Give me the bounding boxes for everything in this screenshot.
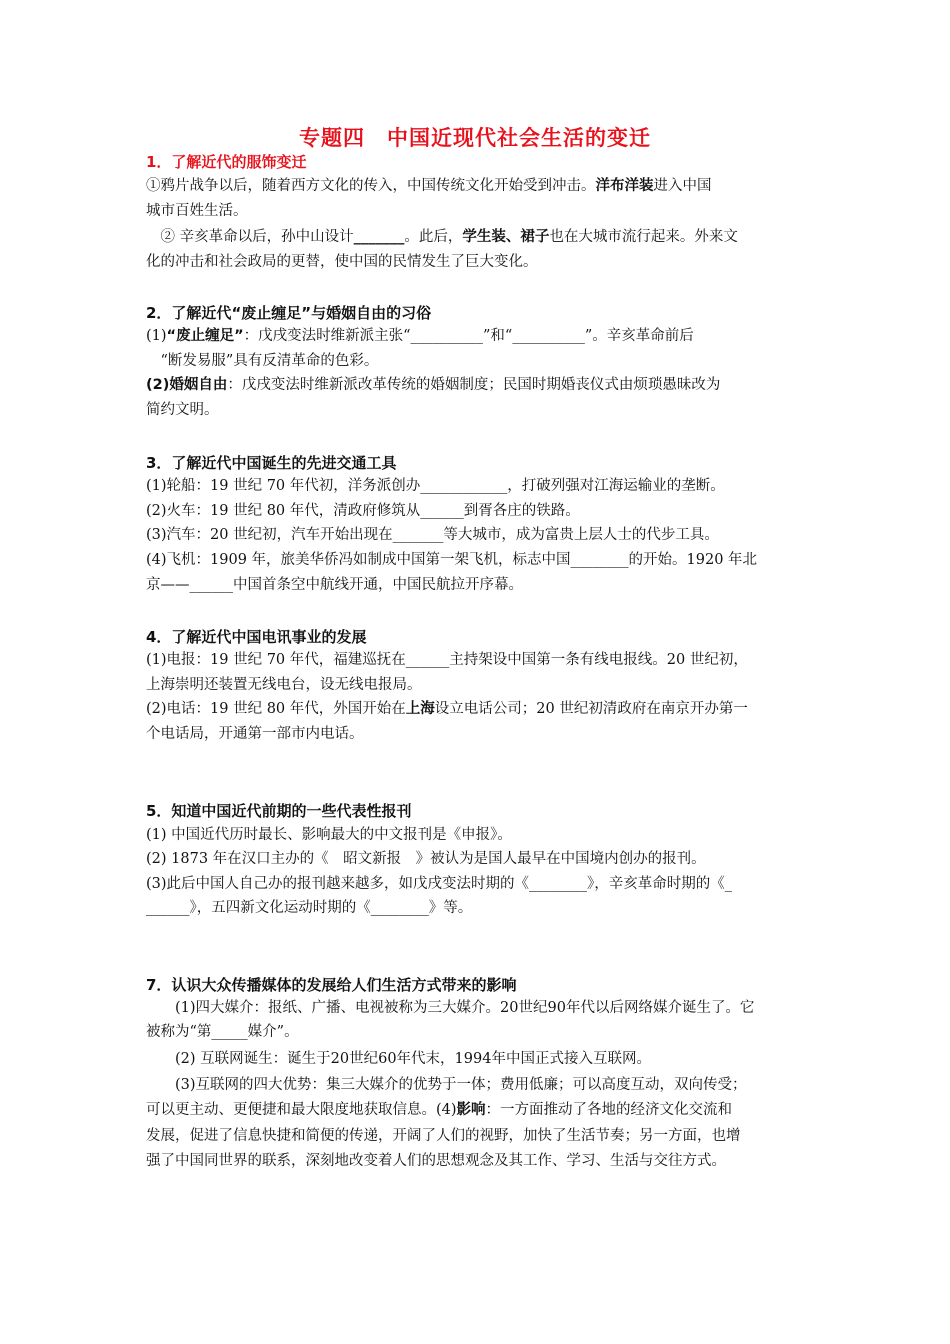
section-3-line-2: (2)火车：19 世纪 80 年代，清政府修筑从______到胥各庄的铁路。 bbox=[146, 503, 580, 519]
section-7-line-2: 被称为“第_____媒介”。 bbox=[146, 1024, 299, 1040]
text: ：戊戌变法时维新派改革传统的婚姻制度；民国时期婚丧仪式由烦琐愚昧改为 bbox=[227, 377, 721, 393]
text: ：一方面推动了各地的经济文化交流和 bbox=[485, 1102, 733, 1118]
section-7-line-3: (2) 互联网诞生：诞生于20世纪60年代末，1994年中国正式接入互联网。 bbox=[146, 1051, 651, 1067]
section-4-line-4: 个电话局，开通第一部市内电话。 bbox=[146, 726, 364, 742]
text: (1) bbox=[146, 328, 167, 344]
bold-term: 洋布洋装 bbox=[595, 178, 654, 194]
section-2-heading: 2．了解近代“废止缠足”与婚姻自由的习俗 bbox=[146, 304, 432, 322]
bold-term: 影响 bbox=[456, 1102, 486, 1118]
section-1-line-3 bbox=[146, 225, 811, 249]
fill-blank: _______ bbox=[353, 229, 405, 245]
section-7-line-6: 发展，促进了信息快捷和简便的传递，开阔了人们的视野，加快了生活节奏；另一方面，也增 bbox=[146, 1128, 741, 1144]
section-5-line-1: (1) 中国近代历时最长、影响最大的中文报刊是《申报》。 bbox=[146, 827, 512, 843]
text: ② 辛亥革命以后，孙中山设计 bbox=[146, 229, 354, 245]
bold-term: 学生装、裙子 bbox=[462, 229, 550, 245]
text: 设立电话公司；20 世纪初清政府在南京开办第一 bbox=[434, 701, 748, 717]
section-7-line-4: (3)互联网的四大优势：集三大媒介的优势于一体；费用低廉；可以高度互动，双向传受； bbox=[146, 1077, 747, 1093]
section-3-line-4: (4)飞机：1909 年，旅美华侨冯如制成中国第一架飞机，标志中国________的开始。1920 年北 bbox=[146, 552, 758, 568]
text: 进入中国 bbox=[653, 178, 712, 194]
section-2-line-1 bbox=[146, 324, 811, 348]
section-7-line-7: 强了中国同世界的联系，深刻地改变着人们的思想观念及其工作、学习、生活与交往方式。 bbox=[146, 1153, 726, 1169]
section-2-line-2: “断发易服”具有反清革命的色彩。 bbox=[146, 353, 379, 369]
text: ：戊戌变法时维新派主张“__________”和“__________”。辛亥革命前后 bbox=[243, 328, 694, 344]
text: 也在大城市流行起来。外来文 bbox=[549, 229, 738, 245]
section-5-line-3: (3)此后中国人自己办的报刊越来越多，如戊戌变法时期的《________》，辛亥革命时期的《_ bbox=[146, 876, 733, 892]
section-1-heading: 1．了解近代的服饰变迁 bbox=[146, 153, 307, 171]
section-2-line-3 bbox=[146, 373, 811, 397]
section-1-line-4: 化的冲击和社会政局的更替，使中国的民情发生了巨大变化。 bbox=[146, 254, 538, 270]
section-3-line-3: (3)汽车：20 世纪初，汽车开始出现在_______等大城市，成为富贵上层人士的代步工具。 bbox=[146, 527, 719, 543]
section-4-line-3 bbox=[146, 697, 811, 721]
section-4-line-1: (1)电报：19 世纪 70 年代，福建巡抚在______主持架设中国第一条有线电报线。20 世纪初， bbox=[146, 652, 748, 668]
bold-term: (2)婚姻自由 bbox=[146, 377, 228, 393]
text: 。此后， bbox=[404, 229, 463, 245]
section-5-heading: 5．知道中国近代前期的一些代表性报刊 bbox=[146, 802, 412, 820]
section-3-line-1: (1)轮船：19 世纪 70 年代初，洋务派创办____________，打破列强对江海运输业的垄断。 bbox=[146, 478, 725, 494]
section-2-line-4: 简约文明。 bbox=[146, 402, 219, 418]
text: ①鸦片战争以后，随着西方文化的传入，中国传统文化开始受到冲击。 bbox=[146, 178, 596, 194]
section-5-line-2: (2) 1873 年在汉口主办的《 昭文新报 》被认为是国人最早在中国境内创办的报刊。 bbox=[146, 851, 706, 867]
section-3-heading: 3．了解近代中国诞生的先进交通工具 bbox=[146, 454, 397, 472]
section-7-line-5 bbox=[146, 1098, 811, 1122]
text: 可以更主动、更便捷和最大限度地获取信息。(4) bbox=[146, 1102, 457, 1118]
page-title: 专题四 中国近现代社会生活的变迁 bbox=[299, 126, 651, 150]
section-7-line-1: (1)四大媒介：报纸、广播、电视被称为三大媒介。20世纪90年代以后网络媒介诞生了。它 bbox=[146, 1000, 755, 1016]
text: (2)电话：19 世纪 80 年代，外国开始在 bbox=[146, 701, 406, 717]
section-1-line-2: 城市百姓生活。 bbox=[146, 203, 248, 219]
bold-term: 上海 bbox=[405, 701, 435, 717]
section-4-line-2: 上海崇明还装置无线电台，设无线电报局。 bbox=[146, 677, 422, 693]
section-5-line-4: ______》，五四新文化运动时期的《________》等。 bbox=[146, 900, 473, 916]
section-3-line-5: 京——______中国首条空中航线开通，中国民航拉开序幕。 bbox=[146, 577, 523, 593]
section-1-line-1 bbox=[146, 174, 811, 198]
section-4-heading: 4．了解近代中国电讯事业的发展 bbox=[146, 628, 367, 646]
bold-term: “废止缠足” bbox=[166, 328, 244, 344]
section-7-heading: 7．认识大众传播媒体的发展给人们生活方式带来的影响 bbox=[146, 976, 517, 994]
